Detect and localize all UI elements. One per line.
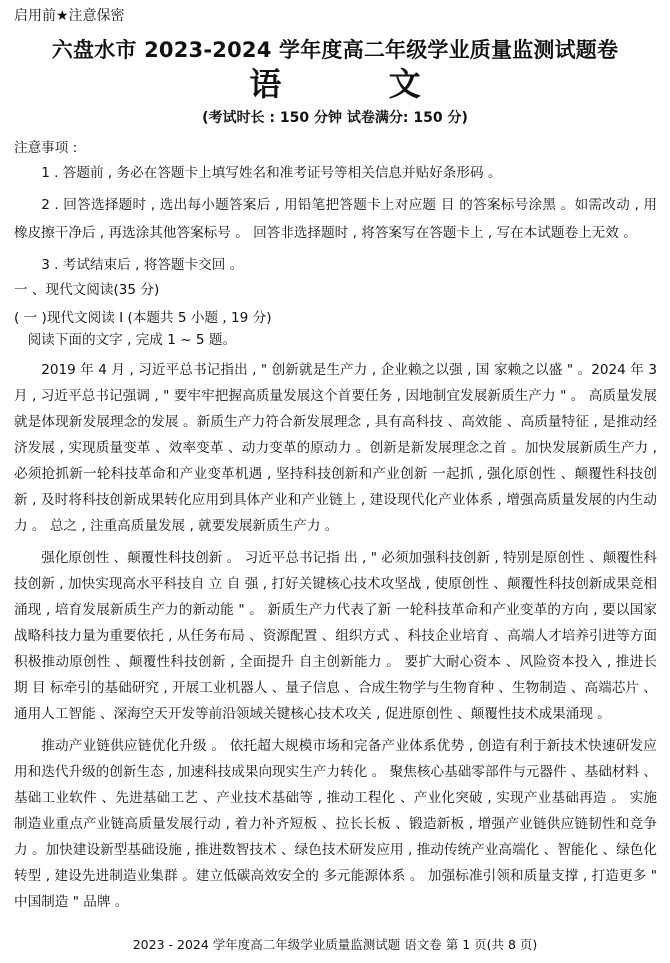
section-heading: 一 、现代文阅读(35 分) [14,282,160,298]
exam-title: 六盘水市 2023-2024 学年度高二年级学业质量监测试题卷 [51,38,619,62]
subject-text: 语 文 [249,65,455,103]
reading-instruction: 阅读下面的文字 , 完成 1 ~ 5 题。 [27,332,237,348]
notice-item-1: 1 . 答题前 , 务必在答题卡上填写姓名和准考证号等相关信息并贴好条形码 。 [41,165,502,181]
sub-section-heading: ( 一 )现代文阅读 Ⅰ (本题共 5 小题 , 19 分) [14,310,272,326]
passage-paragraph-3: 推动产业链供应链优化升级 。 依托超大规模市场和完备产业体系优势 , 创造有利于新技术快速研发应用和迭代升级的创新生态 , 加速科技成果向现实生产力转化 。 聚焦核心基础零部件与元器件 、基础材料 、基础工业软件 、先进基础工艺 、产业技术基础等 , 推动工程化 、产业化突破 , 实现产业基础再造 。 实施制造业重点产业链高质量发展行动 , 着力补齐短板 、拉长长板 、锻造新板 , 增强产业链供应链韧性和竞争力 。加快建设新型基础设施 , 推进数智技术 、绿色技术研发应用 , 推动传统产业高端化 、智能化 、绿色化转型 , 建设先进制造业集群 。建立低碳高效安全的 多元能源体系 。 加强标准引领和质量支撑 , 打造更多 " 中国制造 " 品牌 。 [14,738,657,910]
notice-item-3: 3 . 考试结束后 , 将答题卡交回 。 [41,257,244,273]
confidential-label: 启用前★注意保密 [14,8,125,24]
exam-info: (考试时长 : 150 分钟 试卷满分: 150 分) [202,110,468,126]
page-footer: 2023 - 2024 学年度高二年级学业质量监测试题 语文卷 第 1 页(共 8 页) [132,937,538,952]
notice-heading: 注意事项 : [14,140,78,156]
notice-item-2: 2 . 回答选择题时 , 选出每小题答案后 , 用铅笔把答题卡上对应题 目 的答案标号涂黑 。如需改动 , 用橡皮擦干净后 , 再选涂其他答案标号 。 回答非选择题时 , 将答案写在答题卡上 , 写在本试题卷上无效 。 [14,197,657,241]
passage-paragraph-1: 2019 年 4 月 , 习近平总书记指出 , " 创新就是生产力 , 企业赖之以强 , 国 家赖之以盛 " 。2024 年 3 月 , 习近平总书记强调 , " 要牢牢把握高质量发展这个首要任务 , 因地制宜发展新质生产力 " 。 高质量发展就是体现新发展理念的发展 。新质生产力符合新发展理念 , 具有高科技 、高效能 、高质量特征 , 是推动经济发展 , 实现质量变革 、效率变革 、动力变革的原动力 。创新是新发展理念之首 。加快发展新质生产力 , 必须抢抓新一轮科技革命和产业变革机遇 , 坚持科技创新和产业创新 一起抓 , 强化原创性 、颠覆性科技创新 , 及时将科技创新成果转化应用到具体产业和产业链上 , 建设现代化产业体系 , 增强高质量发展的内生动力 。 总之 , 注重高质量发展 , 就要发展新质生产力 。 [14,362,657,534]
passage-paragraph-2: 强化原创性 、颠覆性科技创新 。 习近平总书记指 出 , " 必须加强科技创新 , 特别是原创性 、颠覆性科技创新 , 加快实现高水平科技自 立 自 强 , 打好关键核心技术攻坚战 , 使原创性 、颠覆性科技创新成果竞相涌现 , 培育发展新质生产力的新动能 " 。 新质生产力代表了新 一轮科技革命和产业变革的方向 , 要以国家战略科技力量为重要依托 , 从任务布局 、资源配置 、组织方式 、科技企业培育 、高端人才培养引进等方面积极推动原创性 、颠覆性科技创新 , 全面提升 自主创新能力 。 要扩大耐心资本 、风险资本投入 , 推进长期 目 标牵引的基础研究 , 开展工业机器人 、量子信息 、合成生物学与生物育种 、生物制造 、高端芯片 、通用人工智能 、深海空天开发等前沿领域关键核心技术攻关 , 促进原创性 、颠覆性技术成果涌现 。 [14,550,657,722]
exam-body [14,137,657,915]
subject-title [0,64,670,104]
